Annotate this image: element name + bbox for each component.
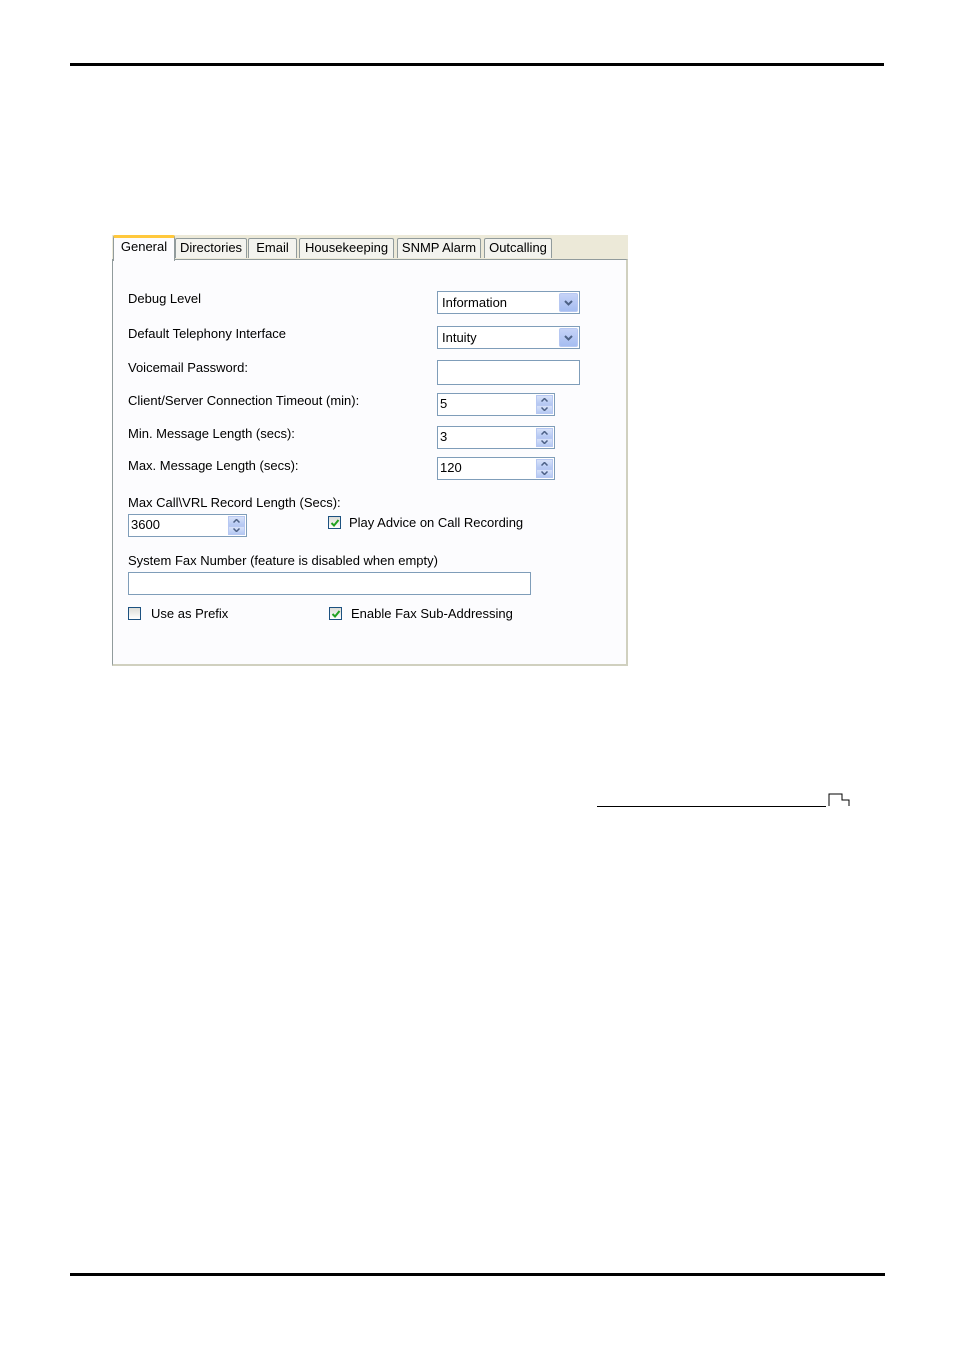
- spin-arrows-icon[interactable]: [536, 428, 553, 447]
- tab-housekeeping[interactable]: [299, 238, 394, 258]
- tab-strip: [112, 235, 628, 261]
- general-panel: [112, 259, 628, 666]
- spin-arrows-icon[interactable]: [536, 459, 553, 478]
- spin-arrows-icon[interactable]: [228, 516, 245, 535]
- checkmark-icon: [330, 518, 340, 528]
- voicemail-password-input[interactable]: [437, 360, 580, 385]
- fax-number-input[interactable]: [128, 572, 531, 595]
- debug-level-value: Information: [442, 295, 508, 310]
- tab-label: Email: [256, 240, 289, 255]
- max-message-value: 120: [440, 460, 462, 475]
- tab-label: Housekeeping: [304, 240, 389, 255]
- spin-arrows-icon[interactable]: [536, 395, 553, 414]
- spin-down-icon[interactable]: [536, 405, 553, 415]
- play-advice-checkbox[interactable]: [328, 516, 341, 529]
- min-message-value: 3: [440, 429, 448, 444]
- fax-subaddressing-label: Enable Fax Sub-Addressing: [351, 606, 513, 621]
- spin-down-icon[interactable]: [536, 438, 553, 448]
- debug-level-label: Debug Level: [128, 291, 201, 306]
- telephony-interface-value: Intuity: [442, 330, 477, 345]
- max-record-value: 3600: [131, 517, 160, 532]
- use-prefix-checkbox[interactable]: [128, 607, 141, 620]
- tab-email[interactable]: [248, 238, 297, 258]
- use-prefix-label: Use as Prefix: [151, 606, 229, 621]
- max-record-label: Max Call\VRL Record Length (Secs):: [128, 495, 341, 510]
- link-underline[interactable]: [597, 806, 826, 807]
- debug-level-select[interactable]: [437, 291, 580, 314]
- tab-snmp-alarm[interactable]: [397, 238, 481, 258]
- connection-timeout-spinner[interactable]: [437, 393, 555, 416]
- top-rule: [70, 63, 884, 66]
- tab-label: General: [120, 239, 168, 254]
- tab-label: SNMP Alarm: [401, 240, 477, 255]
- tab-outcalling[interactable]: [484, 238, 552, 258]
- play-advice-label: Play Advice on Call Recording: [349, 515, 524, 530]
- min-message-label: Min. Message Length (secs):: [128, 426, 295, 441]
- tab-label: Outcalling: [489, 240, 547, 255]
- min-message-spinner[interactable]: [437, 426, 555, 449]
- bottom-rule: [70, 1273, 885, 1276]
- telephony-interface-select[interactable]: [437, 326, 580, 349]
- max-record-spinner[interactable]: [128, 514, 247, 537]
- max-message-label: Max. Message Length (secs):: [128, 458, 299, 473]
- tab-label: Directories: [179, 240, 243, 255]
- fax-number-label: System Fax Number (feature is disabled when empty): [128, 553, 438, 568]
- max-message-spinner[interactable]: [437, 457, 555, 480]
- chevron-down-icon[interactable]: [559, 328, 578, 347]
- connection-timeout-value: 5: [440, 396, 448, 411]
- spin-up-icon[interactable]: [536, 459, 553, 469]
- tab-directories[interactable]: [175, 238, 247, 258]
- checkmark-icon: [331, 609, 341, 619]
- fax-subaddressing-checkbox[interactable]: [329, 607, 342, 620]
- voicemail-password-label: Voicemail Password:: [128, 360, 248, 375]
- preferences-dialog: [112, 235, 628, 666]
- spin-down-icon[interactable]: [228, 526, 245, 536]
- tab-general[interactable]: [113, 235, 175, 261]
- spin-up-icon[interactable]: [536, 428, 553, 438]
- chevron-down-icon[interactable]: [559, 293, 578, 312]
- connection-timeout-label: Client/Server Connection Timeout (min):: [128, 393, 360, 408]
- spin-up-icon[interactable]: [536, 395, 553, 405]
- telephony-interface-label: Default Telephony Interface: [128, 326, 287, 341]
- link-arrow-icon[interactable]: [828, 793, 852, 807]
- spin-up-icon[interactable]: [228, 516, 245, 526]
- spin-down-icon[interactable]: [536, 469, 553, 479]
